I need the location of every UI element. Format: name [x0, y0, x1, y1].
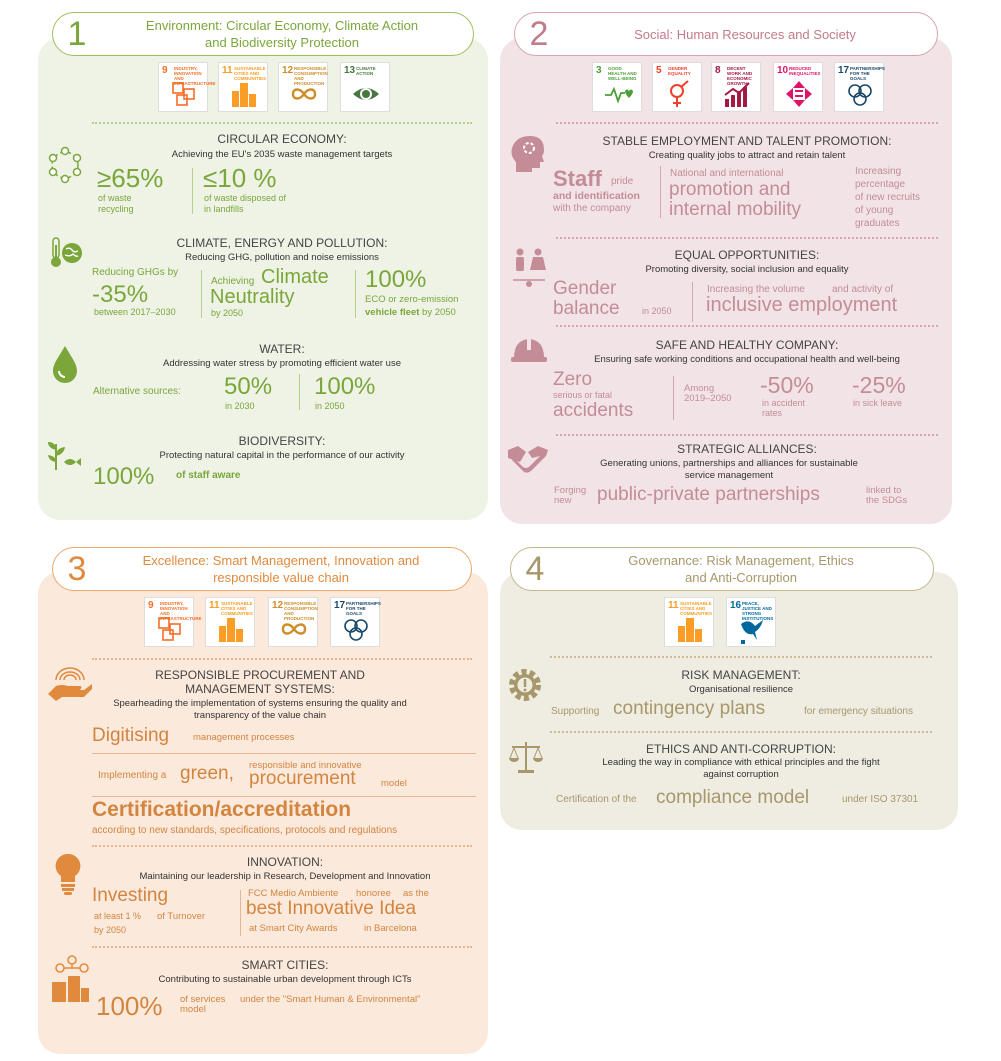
sdg-9-icon: [144, 597, 202, 647]
sdg-11-icon: [205, 597, 255, 647]
section-heading: WATER:: [259, 342, 305, 356]
inclusive-volume-label: Increasing the volume: [707, 284, 805, 295]
implementing-label: Implementing a: [98, 770, 167, 781]
sdg-label: RESPONSIBLE CONSUMPTION AND PRODUCTION: [294, 66, 328, 86]
section-subtitle: Ensuring safe working conditions and occupational health and well-being: [594, 354, 900, 365]
section-heading: RESPONSIBLE PROCUREMENT AND MANAGEMENT SYSTEMS:: [155, 668, 365, 696]
divider: [201, 270, 202, 318]
section-subtitle: Protecting natural capital in the performance of our activity: [159, 450, 405, 461]
section-heading: RISK MANAGEMENT:: [681, 668, 801, 682]
sdg-link-label: linked to the SDGs: [866, 485, 908, 506]
as-the-label: as the: [403, 888, 429, 899]
sdg-number: 12: [272, 600, 284, 611]
section-subtitle: Addressing water stress by promoting efficient water use: [163, 358, 401, 369]
sdg-number: 17: [838, 65, 850, 76]
company-label: with the company: [553, 203, 631, 214]
panel-3-header: [52, 547, 472, 591]
green-word: green,: [180, 763, 234, 784]
section-subtitle: Achieving the EU's 2035 waste management targets: [171, 149, 393, 160]
fleet-type: ECO or zero-emission: [365, 294, 459, 305]
section-heading: EQUAL OPPORTUNITIES:: [674, 248, 820, 262]
staff-aware-target: 100%: [93, 463, 155, 490]
panel-title: Excellence: Smart Management, Innovation and responsible value chain: [142, 553, 420, 585]
smart-services-target: 100%: [96, 991, 163, 1021]
divider: [92, 658, 472, 660]
panel-1-header: [52, 12, 474, 56]
partnerships-word: public-private partnerships: [597, 484, 820, 505]
lightbulb-icon: [54, 852, 82, 901]
section-heading: BIODIVERSITY:: [238, 434, 326, 448]
balance-word: balance: [553, 298, 620, 319]
investment-year: by 2050: [94, 925, 127, 935]
hand-arch-icon: [46, 666, 92, 707]
water-2030-label: in 2030: [225, 401, 255, 411]
section-heading: SAFE AND HEALTHY COMPANY:: [655, 338, 839, 352]
gear-warning-icon: [506, 666, 544, 709]
neutrality-word: Neutrality: [210, 286, 295, 308]
period-label: Among: [684, 383, 715, 394]
accident-rate-target: -50%: [760, 372, 814, 398]
sdg-3-icon: [592, 62, 642, 112]
sdg-label: GENDER EQUALITY: [668, 66, 691, 76]
divider: [299, 374, 300, 410]
divider: [240, 890, 241, 936]
promotion-word: promotion and: [669, 179, 791, 200]
sdg-label: DECENT WORK AND ECONOMIC GROWTH: [727, 66, 753, 86]
sdg-number: 16: [730, 600, 742, 611]
section-subtitle: Promoting diversity, social inclusion and equality: [645, 264, 849, 275]
handshake-icon: [506, 442, 550, 481]
thermometer-globe-icon: [48, 235, 84, 276]
climate-word: Climate: [261, 266, 329, 288]
divider: [556, 122, 938, 124]
inclusive-employment-word: inclusive employment: [706, 294, 898, 316]
divider: [660, 166, 661, 218]
sdg-label: GOOD HEALTH AND WELL-BEING: [608, 66, 637, 81]
sick-leave-label: in sick leave: [853, 398, 903, 408]
sdg-label: INDUSTRY, INNOVATION AND INFRASTRUCTURE: [174, 66, 216, 86]
emergency-label: for emergency situations: [804, 706, 913, 717]
mobility-scope: National and international: [670, 168, 784, 179]
divider: [556, 434, 938, 436]
water-2030-target: 50%: [224, 373, 273, 400]
compliance-model-word: compliance model: [656, 787, 810, 808]
sdg-number: 11: [222, 65, 233, 76]
landfill-label: of waste disposed of in landfills: [204, 193, 287, 214]
plant-fish-icon: [46, 436, 82, 477]
section-heading: ETHICS AND ANTI-CORRUPTION:: [645, 742, 836, 756]
sdg-number: 11: [209, 600, 220, 611]
management-processes-label: management processes: [193, 732, 295, 743]
sdg-label: SUSTAINABLE CITIES AND COMMUNITIES: [680, 601, 712, 616]
turnover-label: of Turnover: [157, 911, 206, 922]
sdg-16-icon: [726, 597, 776, 647]
iso-label: under ISO 37301: [842, 794, 919, 805]
section-subtitle: Generating unions, partnerships and alliances for sustainable service management: [600, 458, 858, 481]
sdg-number: 11: [668, 600, 679, 611]
recycling-label: of waste recycling: [98, 193, 134, 214]
water-drop-icon: [50, 344, 80, 389]
certification-word: Certification/accreditation: [92, 798, 352, 821]
staff-aware-label: of staff aware: [176, 470, 241, 481]
ghg-target: -35%: [92, 281, 149, 308]
accident-rate-label: in accident rates: [762, 398, 806, 418]
sdg-number: 9: [162, 65, 168, 76]
responsible-innovative-label: responsible and innovative: [249, 760, 362, 771]
digitising-word: Digitising: [92, 725, 170, 746]
section-heading: CIRCULAR ECONOMY:: [217, 132, 347, 146]
divider: [92, 122, 472, 124]
sdg-11-icon: [664, 597, 714, 647]
divider: [692, 282, 693, 322]
sdg-label: PARTNERSHIPS FOR THE GOALS: [346, 601, 381, 616]
divider: [92, 845, 472, 847]
sdg-17-icon: [330, 597, 380, 647]
gender-icon: [511, 248, 547, 293]
sdg-label: INDUSTRY, INNOVATION AND INFRASTRUCTURE: [160, 601, 202, 621]
sdg-number: 13: [344, 65, 356, 76]
landfill-target: ≤10 %: [203, 163, 277, 193]
divider: [192, 168, 193, 214]
scales-icon: [508, 740, 544, 781]
sdg-label: SUSTAINABLE CITIES AND COMMUNITIES: [221, 601, 253, 616]
water-2050-target: 100%: [314, 373, 376, 400]
section-subtitle: Contributing to sustainable urban development through ICTs: [158, 974, 412, 985]
neutrality-year: by 2050: [211, 308, 244, 318]
divider: [673, 376, 674, 420]
ghg-label: Reducing GHGs by: [92, 267, 179, 278]
section-subtitle: Leading the way in compliance with ethical principles and the fight against corruption: [602, 757, 880, 780]
gender-year: in 2050: [642, 306, 672, 316]
alternative-sources-label: Alternative sources:: [93, 386, 181, 397]
panel-title: Governance: Risk Management, Ethics and Anti-Corruption: [628, 553, 854, 585]
section-subtitle: Organisational resilience: [688, 684, 794, 695]
sdg-number: 8: [715, 65, 721, 76]
sdg-17-icon: [834, 62, 884, 112]
fleet-target: 100%: [365, 266, 427, 293]
graduates-label: Increasing percentage of new recruits of young graduates: [855, 166, 921, 229]
panel-number: 4: [525, 549, 545, 588]
climate-achieving-label: Achieving: [211, 276, 255, 287]
divider: [556, 237, 938, 239]
panel-title: Environment: Circular Economy, Climate Action and Biodiversity Protection: [145, 18, 419, 50]
section-subtitle: Spearheading the implementation of systems ensuring the quality and transparency of the value chain: [113, 698, 407, 721]
contingency-plans-word: contingency plans: [613, 698, 766, 719]
section-heading: STRATEGIC ALLIANCES:: [677, 442, 817, 456]
inclusive-activity-label: and activity of: [832, 284, 894, 295]
certification-label: according to new standards, specifications, protocols and regulations: [92, 825, 398, 836]
accidents-word: accidents: [553, 400, 634, 421]
water-2050-label: in 2050: [315, 401, 345, 411]
zero-word: Zero: [553, 369, 593, 390]
circular-economy-icon: [46, 146, 84, 189]
panel-number: 2: [529, 14, 549, 53]
sdg-number: 12: [282, 65, 294, 76]
gender-word: Gender: [553, 278, 617, 299]
sdg-label: RESPONSIBLE CONSUMPTION AND PRODUCTION: [284, 601, 318, 621]
section-subtitle: Maintaining our leadership in Research, Development and Innovation: [139, 871, 431, 882]
divider: [92, 946, 472, 948]
fcc-medio-ambiente-label: FCC Medio Ambiente: [248, 888, 339, 899]
section-subtitle: Reducing GHG, pollution and noise emissions: [185, 252, 379, 263]
sdg-5-icon: [652, 62, 702, 112]
sdg-11-icon: [218, 62, 268, 112]
supporting-label: Supporting: [551, 706, 600, 717]
panel-title: Social: Human Resources and Society: [634, 26, 856, 42]
mobility-word: internal mobility: [669, 199, 801, 220]
certification-of-label: Certification of the: [556, 794, 637, 805]
accidents-qualifier: serious or fatal: [553, 390, 613, 400]
period-years: 2019–2050: [684, 393, 732, 404]
sdg-label: SUSTAINABLE CITIES AND COMMUNITIES: [234, 66, 266, 81]
recycling-target: ≥65%: [97, 163, 164, 193]
section-subtitle: Creating quality jobs to attract and retain talent: [648, 150, 846, 161]
panel-number: 1: [67, 14, 87, 53]
section-heading: CLIMATE, ENERGY AND POLLUTION:: [176, 236, 388, 250]
investment-amount: at least 1 %: [94, 911, 142, 921]
sdg-label: PARTNERSHIPS FOR THE GOALS: [850, 66, 885, 81]
divider: [355, 270, 356, 318]
pride-word: pride: [611, 176, 634, 187]
sick-leave-target: -25%: [852, 372, 906, 398]
sdg-number: 5: [656, 65, 662, 76]
panel-number: 3: [67, 549, 87, 588]
smart-model-name: under the "Smart Human & Environmental": [240, 994, 421, 1005]
divider: [556, 325, 938, 327]
sdg-number: 17: [334, 600, 346, 611]
model-label: model: [381, 778, 407, 789]
section-heading: STABLE EMPLOYMENT AND TALENT PROMOTION:: [602, 134, 892, 148]
panel-2-header: [514, 12, 938, 56]
sdg-9-icon: [158, 62, 216, 112]
divider: [550, 731, 932, 733]
sdg-number: 10: [777, 65, 789, 76]
sdg-8-icon: [711, 62, 761, 112]
sdg-label: REDUCED INEQUALITIES: [789, 66, 821, 76]
barcelona-label: in Barcelona: [364, 923, 417, 934]
procurement-word: procurement: [249, 768, 356, 789]
sdg-number: 3: [596, 65, 602, 76]
section-heading: INNOVATION:: [246, 855, 324, 869]
divider: [92, 753, 476, 754]
fleet-label: vehicle fleet by 2050: [365, 307, 456, 318]
panel-4-header: [510, 547, 934, 591]
divider: [550, 656, 932, 658]
section-heading: SMART CITIES:: [241, 958, 329, 972]
safety-helmet-icon: [510, 336, 548, 369]
smart-city-icon: [50, 954, 90, 1009]
honoree-label: honoree: [356, 888, 391, 899]
sdg-10-icon: [773, 62, 823, 112]
identification-label: and identification: [553, 190, 640, 202]
divider: [92, 796, 476, 797]
ghg-period: between 2017–2030: [94, 307, 176, 317]
services-label: of services: [180, 994, 226, 1005]
innovative-idea-word: best Innovative Idea: [246, 898, 417, 919]
sdg-12-icon: [278, 62, 328, 112]
sdg-label: CLIMATE ACTION: [356, 66, 376, 76]
sdg-12-icon: [268, 597, 318, 647]
model-label: model: [180, 1004, 206, 1015]
forging-label: Forging new: [554, 485, 587, 506]
sdg-label: PEACE, JUSTICE AND STRONG INSTITUTIONS: [742, 601, 774, 621]
investing-word: Investing: [92, 885, 169, 906]
staff-word: Staff: [553, 166, 602, 191]
sdg-number: 9: [148, 600, 154, 611]
head-gear-icon: [510, 134, 546, 179]
smart-city-awards-label: at Smart City Awards: [249, 923, 338, 934]
sdg-13-icon: [340, 62, 390, 112]
